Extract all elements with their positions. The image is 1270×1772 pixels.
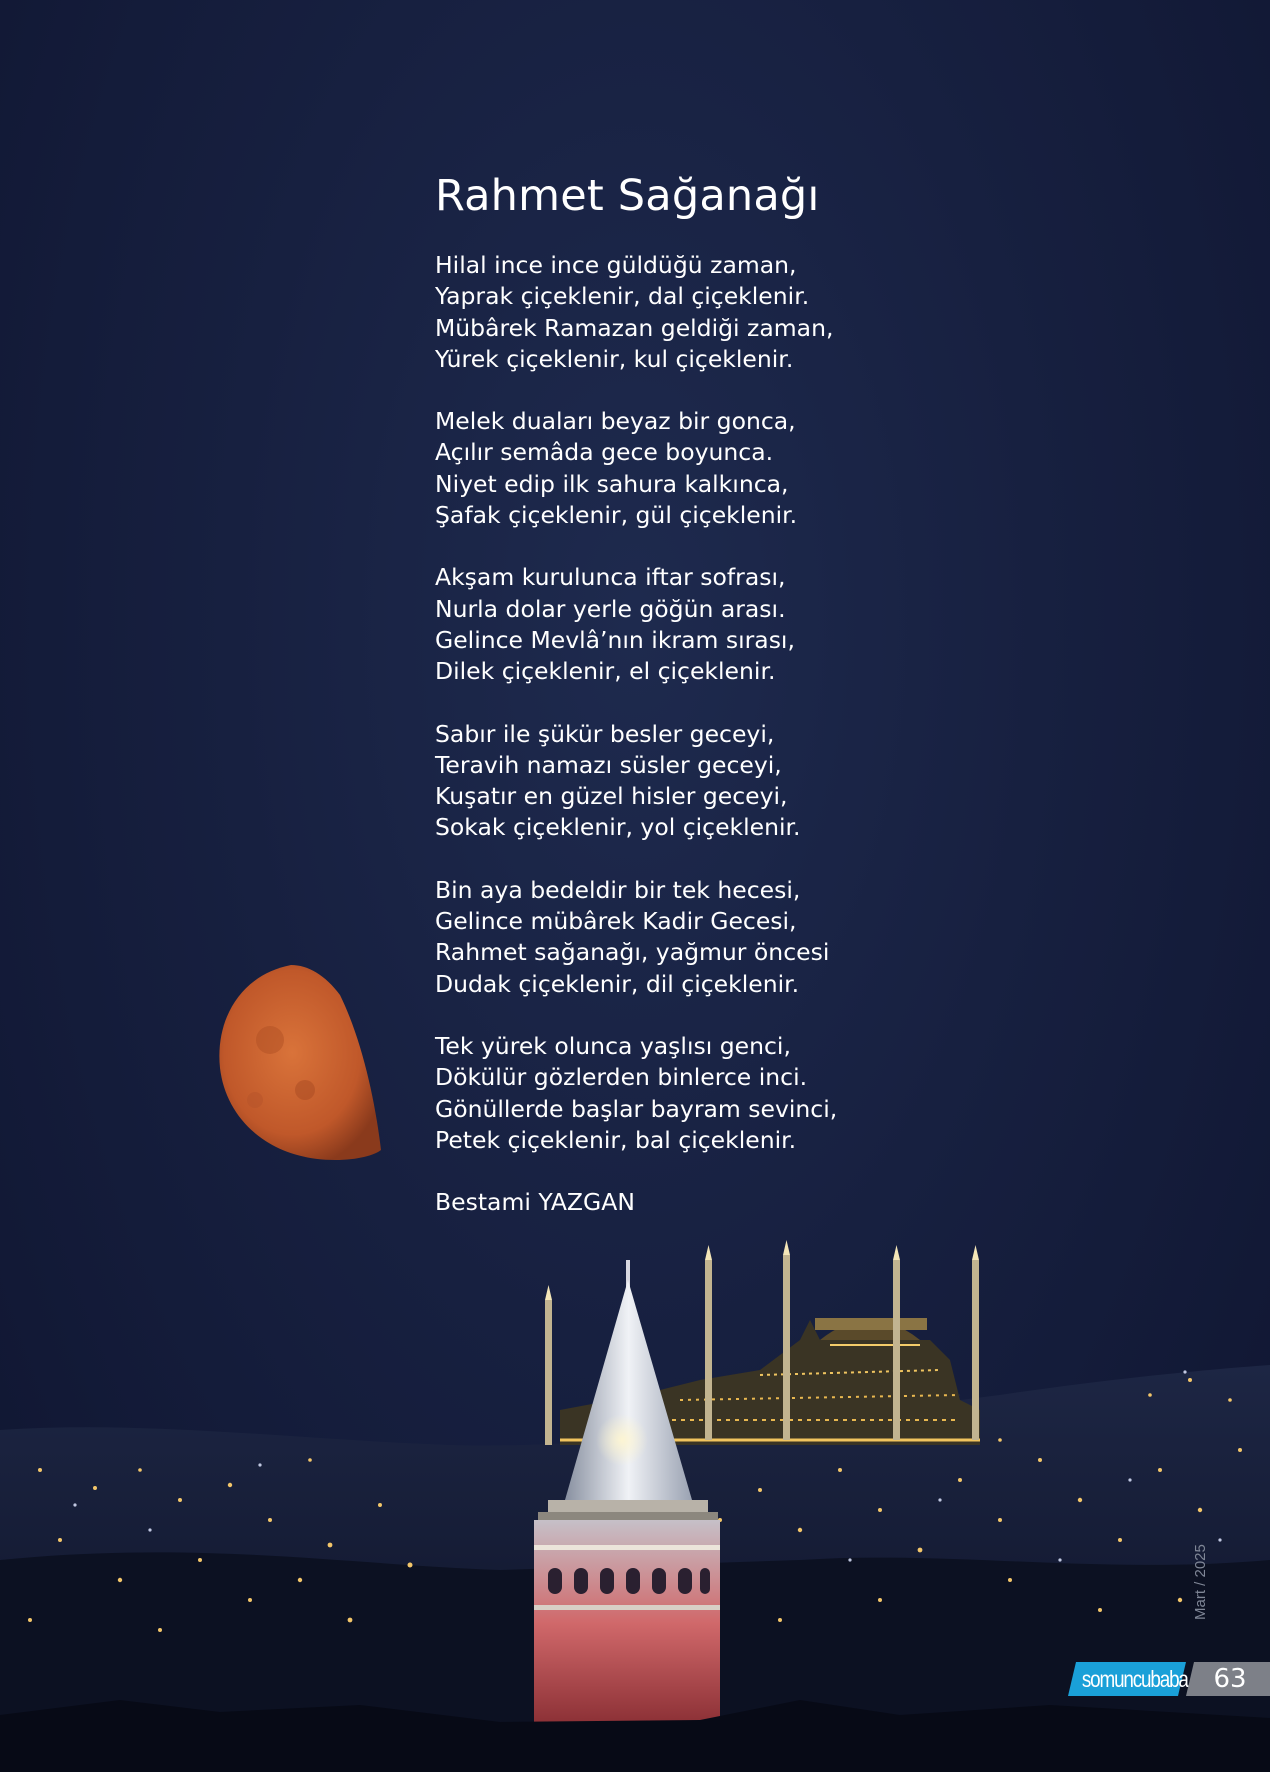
poem-line: Teravih namazı süsler geceyi, bbox=[435, 750, 782, 779]
page-footer bbox=[1068, 1662, 1270, 1696]
poem-line: Melek duaları beyaz bir gonca, bbox=[435, 407, 796, 436]
galata-tower bbox=[534, 1260, 720, 1750]
poem-line: Kuşatır en güzel hisler geceyi, bbox=[435, 782, 788, 811]
stanza-4 bbox=[435, 719, 995, 844]
poem-line: Rahmet sağanağı, yağmur öncesi bbox=[435, 938, 830, 967]
poem-line: Hilal ince ince güldüğü zaman, bbox=[435, 251, 797, 279]
stanza-3 bbox=[435, 562, 995, 687]
poem-line: Gönüllerde başlar bayram sevinci, bbox=[435, 1094, 838, 1123]
stanza-1 bbox=[435, 250, 995, 375]
poem-line: Açılır semâda gece boyunca. bbox=[435, 438, 774, 467]
poem-line: Bin aya bedeldir bir tek hecesi, bbox=[435, 875, 801, 904]
poem-line: Sabır ile şükür besler geceyi, bbox=[435, 719, 775, 748]
moon bbox=[219, 965, 381, 1160]
issue-date: Mart / 2025 bbox=[1192, 1544, 1209, 1620]
poem-line: Dudak çiçeklenir, dil çiçeklenir. bbox=[435, 969, 800, 998]
poem-line: Şafak çiçeklenir, gül çiçeklenir. bbox=[435, 501, 798, 530]
poem-line: Sokak çiçeklenir, yol çiçeklenir. bbox=[435, 813, 801, 842]
poem-line: Petek çiçeklenir, bal çiçeklenir. bbox=[435, 1125, 797, 1154]
poem-line: Mübârek Ramazan geldiği zaman, bbox=[435, 313, 834, 342]
poem-line: Niyet edip ilk sahura kalkınca, bbox=[435, 469, 789, 498]
poem-line: Gelince Mevlâ’nın ikram sırası, bbox=[435, 625, 795, 654]
page-number: 63 bbox=[1213, 1664, 1247, 1694]
poem-line: Yürek çiçeklenir, kul çiçeklenir. bbox=[435, 344, 794, 373]
poem-title: Rahmet Sağanağı bbox=[435, 171, 820, 221]
poem-line: Akşam kurulunca iftar sofrası, bbox=[435, 563, 786, 592]
poem-line: Dökülür gözlerden binlerce inci. bbox=[435, 1063, 808, 1092]
poem-line: Dilek çiçeklenir, el çiçeklenir. bbox=[435, 657, 776, 686]
poem bbox=[435, 168, 995, 1218]
poem-line: Nurla dolar yerle göğün arası. bbox=[435, 594, 786, 623]
brand-name: somuncubaba bbox=[1081, 1666, 1188, 1692]
poem-line: Gelince mübârek Kadir Gecesi, bbox=[435, 907, 797, 936]
poem-line: Yaprak çiçeklenir, dal çiçeklenir. bbox=[435, 282, 810, 311]
stanza-6 bbox=[435, 1031, 995, 1156]
poem-line: Tek yürek olunca yaşlısı genci, bbox=[435, 1031, 791, 1060]
stanza-5 bbox=[435, 875, 995, 1000]
poem-author: Bestami YAZGAN bbox=[435, 1188, 635, 1217]
stanza-2 bbox=[435, 406, 995, 531]
